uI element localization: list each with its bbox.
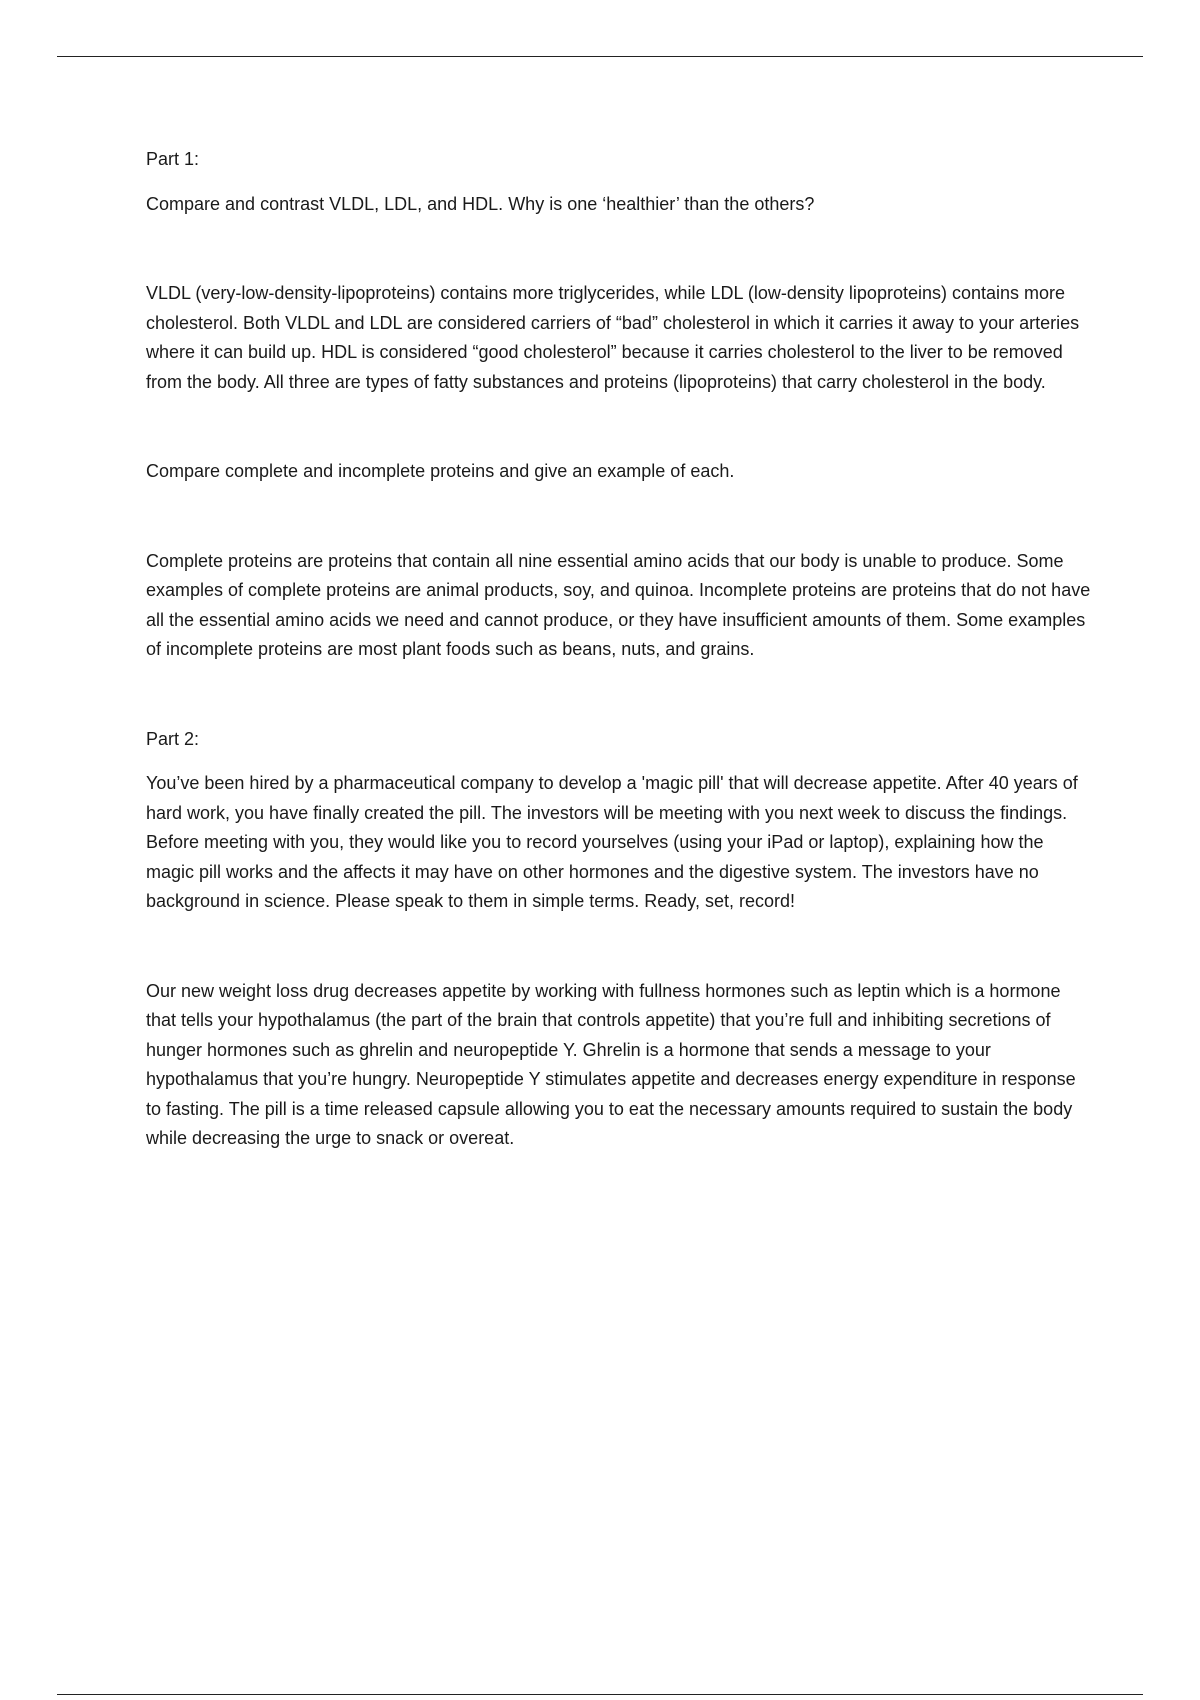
part2-answer: Our new weight loss drug decreases appetite by working with fullness hormones such as leptin which is a hormone that tells your hypothalamus (the part of the brain that controls appetite) that you’re full and inhibiting secretions of hunger hormones such as ghrelin and neuropeptide Y. Ghrelin is a hormone that sends a message to your hypothalamus that you’re hungry. Neuropeptide Y stimulates appetite and decreases energy expenditure in response to fasting. The pill is a time released capsule allowing you to eat the necessary amounts required to sustain the body while decreasing the urge to snack or overeat. [146, 980, 1076, 1148]
part2-heading: Part 2: [146, 728, 200, 749]
header-rule [57, 56, 1143, 57]
question-proteins: Compare complete and incomplete proteins and give an example of each. [146, 461, 735, 481]
part2-prompt: You’ve been hired by a pharmaceutical company to develop a 'magic pill' that will decrease appetite. After 40 years of hard work, you have finally created the pill. The investors will be meeting with you next week to discuss the findings. Before meeting with you, they would like you to record yourselves (using your iPad or laptop), explaining how the magic pill works and the affects it may have on other hormones and the digestive system. The investors have no background in science. Please speak to them in simple terms. Ready, set, record! [146, 773, 1078, 911]
footer-rule [57, 1694, 1143, 1695]
answer-lipoproteins: VLDL (very-low-density-lipoproteins) contains more triglycerides, while LDL (low-density lipoproteins) contains more cholesterol. Both VLDL and LDL are considered carriers of “bad” cholesterol in which it carries it away to your arteries where it can build up. HDL is considered “good cholesterol” because it carries cholesterol to the liver to be removed from the body. All three are types of fatty substances and proteins (lipoproteins) that carry cholesterol in the body. [146, 283, 1080, 392]
part1-heading: Part 1: [146, 149, 200, 169]
document-body [146, 145, 1091, 1154]
answer-proteins: Complete proteins are proteins that contain all nine essential amino acids that our body is unable to produce. Some examples of complete proteins are animal products, soy, and quinoa. Incomplete proteins are proteins that do not have all the essential amino acids we need and cannot produce, or they have insufficient amounts of them. Some examples of incomplete proteins are most plant foods such as beans, nuts, and grains. [146, 550, 1091, 659]
question-lipoproteins: Compare and contrast VLDL, LDL, and HDL. Why is one ‘healthier’ than the others? [146, 193, 815, 214]
